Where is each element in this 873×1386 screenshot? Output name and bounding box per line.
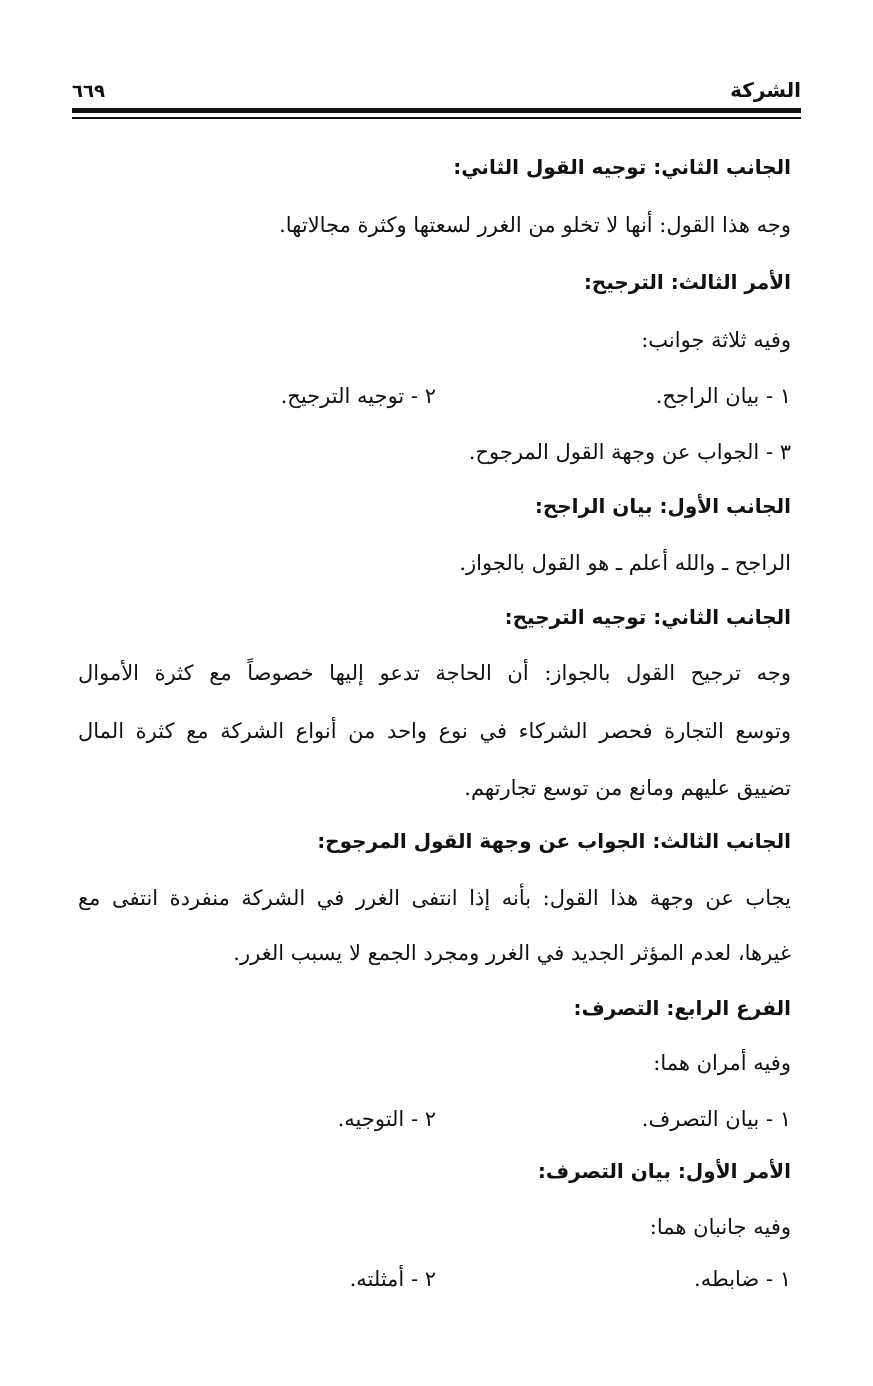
page-number: ٦٦٩ (72, 81, 105, 102)
paragraph-line: وفيه أمران هما: (653, 1051, 791, 1075)
heading-fourth-branch: الفرع الرابع: التصرف: (573, 996, 791, 1020)
paragraph-line: وتوسع التجارة فحصر الشركاء في نوع واحد من أنواع الشركة مع كثرة المال (78, 719, 791, 743)
paragraph-line: وفيه ثلاثة جوانب: (641, 328, 791, 352)
paragraph-line: الراجح ـ والله أعلم ـ هو القول بالجواز. (459, 551, 791, 575)
heading-first-matter: الأمر الأول: بيان التصرف: (537, 1159, 791, 1183)
paragraph-line: غيرها، لعدم المؤثر الجديد في الغرر ومجرد الجمع لا يسبب الغرر. (233, 941, 791, 965)
paragraph-line: يجاب عن وجهة هذا القول: بأنه إذا انتفى الغرر في الشركة منفردة انتفى مع (78, 886, 791, 910)
paragraph-line: وجه ترجيح القول بالجواز: أن الحاجة تدعو إليها خصوصاً مع كثرة الأموال (78, 661, 791, 685)
subheading-third-aspect: الجانب الثالث: الجواب عن وجهة القول المرجوح: (317, 829, 791, 853)
list-item: ٢ - التوجيه. (337, 1107, 436, 1131)
paragraph-line: تضييق عليهم ومانع من توسع تجارتهم. (464, 776, 791, 800)
header-rule-thin (72, 117, 801, 119)
subheading-second-aspect: الجانب الثاني: توجيه الترجيح: (504, 605, 791, 629)
subheading-second-aspect: الجانب الثاني: توجيه القول الثاني: (453, 155, 791, 179)
running-title: الشركة (730, 78, 801, 102)
list-item: ٢ - أمثلته. (349, 1267, 436, 1291)
list-item: ٢ - توجيه الترجيح. (280, 384, 436, 408)
paragraph-line: وجه هذا القول: أنها لا تخلو من الغرر لسعتها وكثرة مجالاتها. (279, 213, 791, 237)
list-item: ١ - بيان الراجح. (655, 384, 791, 408)
list-item: ١ - بيان التصرف. (641, 1107, 791, 1131)
subheading-first-aspect: الجانب الأول: بيان الراجح: (534, 494, 791, 518)
list-item: ١ - ضابطه. (694, 1267, 791, 1291)
paragraph-line: وفيه جانبان هما: (649, 1215, 791, 1239)
header-rule-thick (72, 108, 801, 113)
list-item: ٣ - الجواب عن وجهة القول المرجوح. (468, 440, 791, 464)
running-header (72, 70, 801, 102)
heading-third-matter: الأمر الثالث: الترجيح: (583, 270, 791, 294)
